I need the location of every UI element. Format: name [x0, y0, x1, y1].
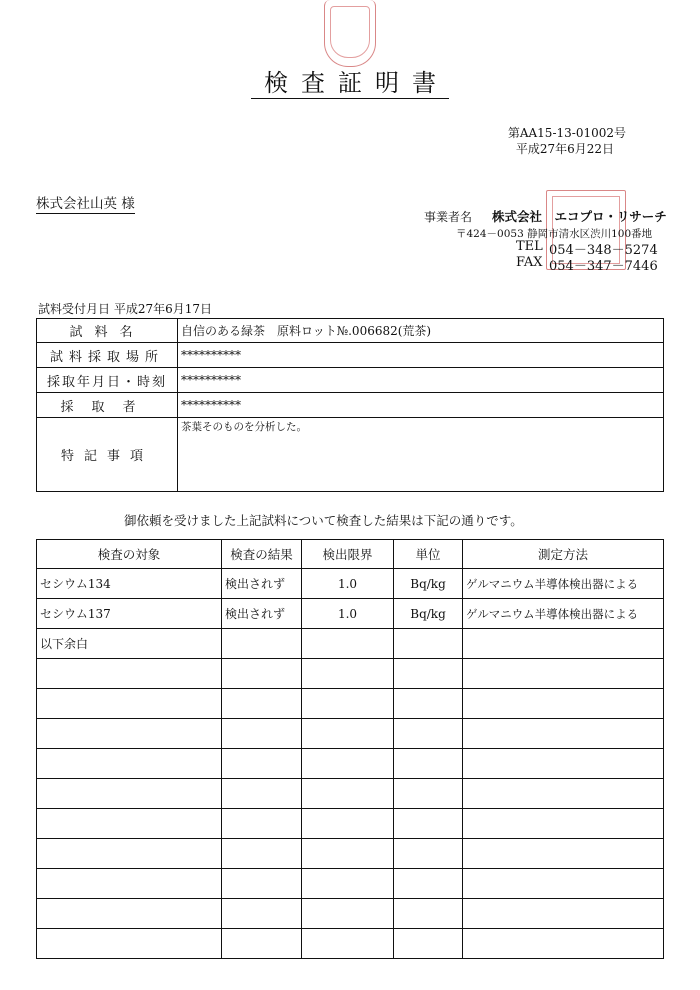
cell-result	[222, 869, 302, 899]
sample-row-collector	[37, 393, 664, 418]
table-row	[37, 929, 664, 959]
cell-target	[37, 689, 222, 719]
issuer-address: 〒424－0053 静岡市清水区渋川100番地	[456, 228, 653, 240]
table-row	[37, 749, 664, 779]
header-limit: 検出限界	[302, 540, 394, 569]
cell-result	[222, 629, 302, 659]
top-seal-stamp	[324, 0, 376, 67]
receipt-date: 試料受付月日 平成27年6月17日	[38, 302, 212, 316]
cell-method	[463, 839, 664, 869]
table-row	[37, 599, 664, 629]
document-title: 検査証明書	[0, 63, 700, 98]
cell-method	[463, 719, 664, 749]
cell-method: ゲルマニウム半導体検出器による	[463, 599, 664, 629]
cell-unit	[394, 689, 463, 719]
cell-target: セシウム134	[37, 569, 222, 599]
cell-target	[37, 659, 222, 689]
table-row	[37, 629, 664, 659]
table-row	[37, 689, 664, 719]
cell-method	[463, 929, 664, 959]
sample-value: 茶葉そのものを分析した。	[178, 418, 664, 492]
sample-label: 試料名	[37, 319, 178, 343]
cell-result	[222, 719, 302, 749]
cell-unit	[394, 719, 463, 749]
cell-result: 検出されず	[222, 599, 302, 629]
cell-limit	[302, 839, 394, 869]
cell-unit	[394, 899, 463, 929]
cell-result	[222, 839, 302, 869]
cell-unit: Bq/kg	[394, 599, 463, 629]
tel-number: 054－348－5274	[549, 243, 658, 258]
cell-limit	[302, 929, 394, 959]
document-date: 平成27年6月22日	[515, 142, 614, 156]
issuer-label: 事業者名	[424, 210, 473, 224]
cell-result	[222, 749, 302, 779]
cell-unit	[394, 809, 463, 839]
cell-method	[463, 869, 664, 899]
sample-value: 自信のある緑茶 原料ロット№.006682(荒茶)	[178, 319, 664, 343]
issuer-company: 株式会社 エコプロ・リサーチ	[492, 209, 667, 224]
sample-label: 採取年月日・時刻	[37, 368, 178, 393]
cell-unit	[394, 869, 463, 899]
sample-value: **********	[178, 343, 664, 368]
cell-limit: 1.0	[302, 599, 394, 629]
cell-unit	[394, 749, 463, 779]
cell-result	[222, 659, 302, 689]
cell-target	[37, 749, 222, 779]
header-method: 測定方法	[463, 540, 664, 569]
cell-target: 以下余白	[37, 629, 222, 659]
results-table	[36, 539, 664, 959]
cell-unit	[394, 929, 463, 959]
cell-method	[463, 659, 664, 689]
cell-target	[37, 839, 222, 869]
sample-label: 採取者	[37, 393, 178, 418]
tel-label: TEL	[516, 239, 543, 254]
table-row	[37, 809, 664, 839]
table-row	[37, 869, 664, 899]
cell-target	[37, 779, 222, 809]
cell-method	[463, 689, 664, 719]
results-header-row	[37, 540, 664, 569]
cell-limit	[302, 659, 394, 689]
sample-label: 試料採取場所	[37, 343, 178, 368]
cell-result	[222, 899, 302, 929]
sample-info-table	[36, 318, 664, 492]
header-result: 検査の結果	[222, 540, 302, 569]
sample-row-location	[37, 343, 664, 368]
cell-unit	[394, 629, 463, 659]
cell-unit	[394, 659, 463, 689]
cell-result	[222, 689, 302, 719]
top-seal-ring	[330, 6, 370, 58]
cell-limit	[302, 899, 394, 929]
cell-limit	[302, 749, 394, 779]
cell-result	[222, 929, 302, 959]
results-intro: 御依頼を受けました上記試料について検査した結果は下記の通りです。	[124, 513, 523, 528]
header-target: 検査の対象	[37, 540, 222, 569]
cell-method: ゲルマニウム半導体検出器による	[463, 569, 664, 599]
table-row	[37, 839, 664, 869]
cell-target	[37, 899, 222, 929]
cell-limit	[302, 629, 394, 659]
document-number: 第AA15-13-01002号	[507, 126, 626, 140]
cell-method	[463, 629, 664, 659]
cell-unit: Bq/kg	[394, 569, 463, 599]
table-row	[37, 719, 664, 749]
table-row	[37, 659, 664, 689]
cell-unit	[394, 779, 463, 809]
fax-number: 054－347－7446	[549, 259, 658, 274]
cell-limit	[302, 719, 394, 749]
cell-result	[222, 779, 302, 809]
table-row	[37, 569, 664, 599]
cell-limit	[302, 779, 394, 809]
sample-row-name	[37, 319, 664, 343]
cell-limit	[302, 809, 394, 839]
sample-label: 特記事項	[37, 418, 178, 492]
header-unit: 単位	[394, 540, 463, 569]
cell-method	[463, 899, 664, 929]
cell-unit	[394, 839, 463, 869]
sample-row-notes	[37, 418, 664, 492]
fax-label: FAX	[516, 255, 543, 270]
cell-limit: 1.0	[302, 569, 394, 599]
cell-result	[222, 809, 302, 839]
cell-target: セシウム137	[37, 599, 222, 629]
table-row	[37, 779, 664, 809]
cell-limit	[302, 689, 394, 719]
cell-target	[37, 869, 222, 899]
cell-result: 検出されず	[222, 569, 302, 599]
cell-limit	[302, 869, 394, 899]
cell-method	[463, 779, 664, 809]
sample-row-datetime	[37, 368, 664, 393]
cell-method	[463, 809, 664, 839]
cell-method	[463, 749, 664, 779]
cell-target	[37, 719, 222, 749]
cell-target	[37, 929, 222, 959]
sample-value: **********	[178, 393, 664, 418]
addressee: 株式会社山英 様	[36, 192, 135, 214]
table-row	[37, 899, 664, 929]
cell-target	[37, 809, 222, 839]
sample-value: **********	[178, 368, 664, 393]
